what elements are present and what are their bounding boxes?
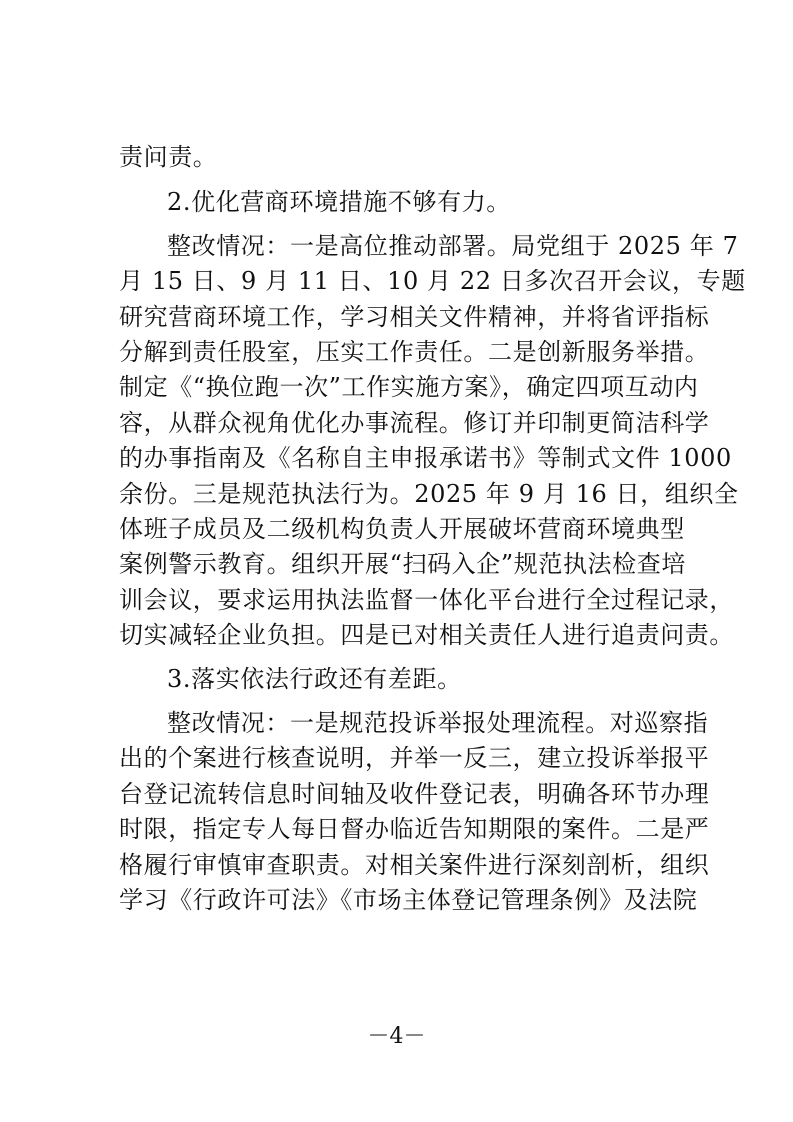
text-line: 台登记流转信息时间轴及收件登记表，明确各环节办理 — [119, 780, 710, 808]
text-line: 容，从群众视角优化办事流程。修订并印制更简洁科学 — [119, 409, 710, 437]
text-line: 制定《“换位跑一次”工作实施方案》，确定四项互动内 — [119, 373, 699, 401]
text-line: 时限，指定专人每日督办临近告知期限的案件。二是严 — [119, 815, 710, 843]
text-line: 的办事指南及《名称自主申报承诺书》等制式文件 1000 — [119, 444, 732, 472]
section-heading: 3.落实依法行政还有差距。 — [167, 665, 462, 693]
text-line: 案例警示教育。组织开展“扫码入企”规范执法检查培 — [119, 550, 686, 578]
text-line: 格履行审慎审查职责。对相关案件进行深刻剖析，组织 — [119, 851, 710, 879]
text-line: 训会议，要求运用执法监督一体化平台进行全过程记录， — [119, 586, 734, 614]
text-line: 整改情况：一是规范投诉举报处理流程。对巡察指 — [167, 709, 709, 737]
text-line: 分解到责任股室，压实工作责任。二是创新服务举措。 — [119, 338, 710, 366]
text-line: 月 15 日、9 月 11 日、10 月 22 日多次召开会议，专题 — [119, 267, 746, 295]
text-line: 出的个案进行核查说明，并举一反三，建立投诉举报平 — [119, 744, 710, 772]
text-line: 体班子成员及二级机构负责人开展破坏营商环境典型 — [119, 515, 685, 543]
page-number: －4－ — [367, 1024, 426, 1049]
text-line: 余份。三是规范执法行为。2025 年 9 月 16 日，组织全 — [119, 480, 739, 508]
text-line: 学习《行政许可法》《市场主体登记管理条例》及法院 — [119, 886, 698, 914]
text-line: 研究营商环境工作，学习相关文件精神，并将省评指标 — [119, 303, 710, 331]
text-line: 整改情况：一是高位推动部署。局党组于 2025 年 7 — [167, 232, 739, 260]
text-line: 责问责。 — [119, 143, 218, 171]
section-heading: 2.优化营商环境措施不够有力。 — [167, 188, 511, 216]
text-line: 切实减轻企业负担。四是已对相关责任人进行追责问责。 — [119, 621, 734, 649]
